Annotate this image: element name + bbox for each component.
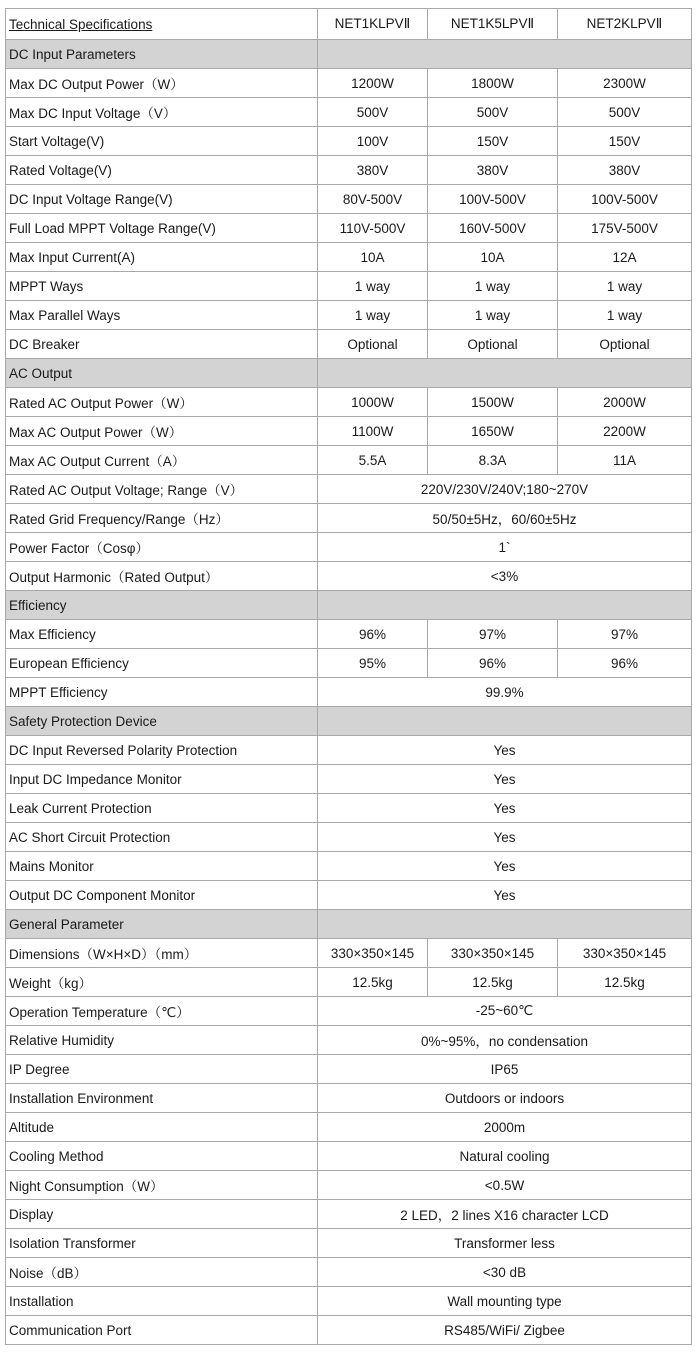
spec-row xyxy=(6,1026,692,1055)
spec-row xyxy=(6,504,692,533)
spec-value: 150V xyxy=(558,127,692,156)
spec-row xyxy=(6,852,692,881)
spec-row xyxy=(6,1316,692,1345)
spec-row xyxy=(6,1258,692,1287)
spec-value: 97% xyxy=(558,620,692,649)
spec-row xyxy=(6,881,692,910)
spec-row xyxy=(6,1113,692,1142)
spec-row xyxy=(6,968,692,997)
spec-value: 220V/230V/240V;180~270V xyxy=(318,475,692,504)
spec-value: 500V xyxy=(428,98,558,127)
spec-label: IP Degree xyxy=(6,1055,318,1084)
spec-value: Optional xyxy=(428,330,558,359)
spec-value: 50/50±5Hz，60/60±5Hz xyxy=(318,504,692,533)
spec-row xyxy=(6,156,692,185)
spec-label: Max AC Output Power（W） xyxy=(6,417,318,446)
spec-row xyxy=(6,69,692,98)
spec-value: 96% xyxy=(558,649,692,678)
spec-label: Output Harmonic（Rated Output） xyxy=(6,562,318,591)
spec-label: DC Breaker xyxy=(6,330,318,359)
spec-label: Installation xyxy=(6,1287,318,1316)
spec-value: -25~60℃ xyxy=(318,997,692,1026)
spec-value: Yes xyxy=(318,794,692,823)
spec-value: 380V xyxy=(318,156,428,185)
spec-value: 175V-500V xyxy=(558,214,692,243)
spec-row xyxy=(6,446,692,475)
spec-label: Max Efficiency xyxy=(6,620,318,649)
spec-label: European Efficiency xyxy=(6,649,318,678)
spec-value: RS485/WiFi/ Zigbee xyxy=(318,1316,692,1345)
spec-value: 2000m xyxy=(318,1113,692,1142)
spec-value: Transformer less xyxy=(318,1229,692,1258)
spec-label: Power Factor（Cosφ） xyxy=(6,533,318,562)
spec-value: 1 way xyxy=(428,272,558,301)
spec-value: Outdoors or indoors xyxy=(318,1084,692,1113)
spec-label: MPPT Efficiency xyxy=(6,678,318,707)
spec-label: Installation Environment xyxy=(6,1084,318,1113)
spec-value: Optional xyxy=(318,330,428,359)
spec-label: Operation Temperature（℃） xyxy=(6,997,318,1026)
spec-value: 1 way xyxy=(428,301,558,330)
spec-row xyxy=(6,330,692,359)
spec-label: Leak Current Protection xyxy=(6,794,318,823)
section-title: Safety Protection Device xyxy=(6,707,318,736)
spec-label: Output DC Component Monitor xyxy=(6,881,318,910)
spec-row xyxy=(6,272,692,301)
spec-row xyxy=(6,1084,692,1113)
spec-table-body xyxy=(6,9,692,1345)
spec-label: DC Input Reversed Polarity Protection xyxy=(6,736,318,765)
spec-row xyxy=(6,823,692,852)
spec-row xyxy=(6,562,692,591)
spec-value: 2000W xyxy=(558,388,692,417)
spec-value: IP65 xyxy=(318,1055,692,1084)
spec-value: 110V-500V xyxy=(318,214,428,243)
spec-value: 1100W xyxy=(318,417,428,446)
section-header-row xyxy=(6,591,692,620)
spec-label: Isolation Transformer xyxy=(6,1229,318,1258)
spec-value: 330×350×145 xyxy=(428,939,558,968)
spec-row xyxy=(6,1055,692,1084)
section-header-row xyxy=(6,910,692,939)
spec-value: 96% xyxy=(318,620,428,649)
spec-value: 8.3A xyxy=(428,446,558,475)
spec-row xyxy=(6,939,692,968)
spec-value: 10A xyxy=(428,243,558,272)
section-spacer xyxy=(318,40,692,69)
section-spacer xyxy=(318,591,692,620)
spec-value: <30 dB xyxy=(318,1258,692,1287)
model-header: NET2KLPVⅡ xyxy=(558,9,692,40)
spec-label: Max Input Current(A) xyxy=(6,243,318,272)
spec-row xyxy=(6,794,692,823)
spec-label: Max AC Output Current（A） xyxy=(6,446,318,475)
table-title-cell xyxy=(6,9,318,40)
spec-label: Dimensions（W×H×D）（mm） xyxy=(6,939,318,968)
spec-value: <0.5W xyxy=(318,1171,692,1200)
spec-row xyxy=(6,301,692,330)
spec-row xyxy=(6,98,692,127)
section-header-row xyxy=(6,40,692,69)
spec-label: Altitude xyxy=(6,1113,318,1142)
spec-row xyxy=(6,1287,692,1316)
spec-row xyxy=(6,620,692,649)
spec-row xyxy=(6,649,692,678)
spec-label: Display xyxy=(6,1200,318,1229)
spec-value: 100V-500V xyxy=(428,185,558,214)
spec-label: Start Voltage(V) xyxy=(6,127,318,156)
spec-value: 12.5kg xyxy=(428,968,558,997)
spec-value: 97% xyxy=(428,620,558,649)
spec-label: Relative Humidity xyxy=(6,1026,318,1055)
spec-value: 96% xyxy=(428,649,558,678)
spec-label: Communication Port xyxy=(6,1316,318,1345)
spec-row xyxy=(6,736,692,765)
section-spacer xyxy=(318,910,692,939)
section-spacer xyxy=(318,359,692,388)
section-header-row xyxy=(6,359,692,388)
spec-value: 2 LED，2 lines X16 character LCD xyxy=(318,1200,692,1229)
spec-label: AC Short Circuit Protection xyxy=(6,823,318,852)
spec-value: 150V xyxy=(428,127,558,156)
spec-row xyxy=(6,533,692,562)
spec-value: 5.5A xyxy=(318,446,428,475)
spec-value: <3% xyxy=(318,562,692,591)
spec-row xyxy=(6,243,692,272)
spec-value: 2200W xyxy=(558,417,692,446)
spec-value: 1 way xyxy=(558,301,692,330)
spec-label: Max DC Output Power（W） xyxy=(6,69,318,98)
section-spacer xyxy=(318,707,692,736)
spec-value: 11A xyxy=(558,446,692,475)
spec-value: 12.5kg xyxy=(558,968,692,997)
spec-value: 100V xyxy=(318,127,428,156)
spec-row xyxy=(6,127,692,156)
spec-value: 1` xyxy=(318,533,692,562)
section-header-row xyxy=(6,707,692,736)
spec-row xyxy=(6,1229,692,1258)
spec-value: 160V-500V xyxy=(428,214,558,243)
spec-value: 1 way xyxy=(558,272,692,301)
spec-value: Yes xyxy=(318,765,692,794)
spec-table xyxy=(5,8,692,1345)
model-header: NET1KLPVⅡ xyxy=(318,9,428,40)
spec-row xyxy=(6,1171,692,1200)
section-title: AC Output xyxy=(6,359,318,388)
spec-row xyxy=(6,678,692,707)
spec-row xyxy=(6,765,692,794)
spec-value: 380V xyxy=(428,156,558,185)
spec-value: Yes xyxy=(318,852,692,881)
spec-label: MPPT Ways xyxy=(6,272,318,301)
spec-label: DC Input Voltage Range(V) xyxy=(6,185,318,214)
spec-label: Mains Monitor xyxy=(6,852,318,881)
spec-row xyxy=(6,417,692,446)
spec-label: Full Load MPPT Voltage Range(V) xyxy=(6,214,318,243)
table-title: Technical Specifications xyxy=(9,16,153,32)
spec-value: 0%~95%，no condensation xyxy=(318,1026,692,1055)
spec-row xyxy=(6,475,692,504)
spec-label: Max Parallel Ways xyxy=(6,301,318,330)
spec-value: Optional xyxy=(558,330,692,359)
section-title: Efficiency xyxy=(6,591,318,620)
spec-value: 2300W xyxy=(558,69,692,98)
section-title: DC Input Parameters xyxy=(6,40,318,69)
spec-value: 1200W xyxy=(318,69,428,98)
spec-label: Input DC Impedance Monitor xyxy=(6,765,318,794)
spec-row xyxy=(6,1142,692,1171)
spec-label: Night Consumption（W） xyxy=(6,1171,318,1200)
spec-row xyxy=(6,997,692,1026)
spec-label: Rated AC Output Voltage; Range（V） xyxy=(6,475,318,504)
spec-value: 1800W xyxy=(428,69,558,98)
spec-value: 500V xyxy=(558,98,692,127)
spec-value: 1500W xyxy=(428,388,558,417)
spec-label: Noise（dB） xyxy=(6,1258,318,1287)
spec-row xyxy=(6,388,692,417)
spec-label: Rated Grid Frequency/Range（Hz） xyxy=(6,504,318,533)
spec-value: 1 way xyxy=(318,272,428,301)
spec-value: 1650W xyxy=(428,417,558,446)
spec-label: Weight（kg） xyxy=(6,968,318,997)
spec-label: Rated AC Output Power（W） xyxy=(6,388,318,417)
spec-label: Rated Voltage(V) xyxy=(6,156,318,185)
spec-value: 99.9% xyxy=(318,678,692,707)
spec-value: 330×350×145 xyxy=(558,939,692,968)
spec-value: 10A xyxy=(318,243,428,272)
spec-value: 12.5kg xyxy=(318,968,428,997)
spec-value: 12A xyxy=(558,243,692,272)
spec-value: 330×350×145 xyxy=(318,939,428,968)
section-title: General Parameter xyxy=(6,910,318,939)
spec-label: Max DC Input Voltage（V） xyxy=(6,98,318,127)
model-header: NET1K5LPVⅡ xyxy=(428,9,558,40)
spec-value: 500V xyxy=(318,98,428,127)
spec-value: Yes xyxy=(318,823,692,852)
spec-value: 100V-500V xyxy=(558,185,692,214)
header-row xyxy=(6,9,692,40)
spec-value: Natural cooling xyxy=(318,1142,692,1171)
spec-value: Yes xyxy=(318,736,692,765)
spec-value: 1000W xyxy=(318,388,428,417)
spec-value: 80V-500V xyxy=(318,185,428,214)
spec-row xyxy=(6,185,692,214)
spec-row xyxy=(6,1200,692,1229)
spec-value: Wall mounting type xyxy=(318,1287,692,1316)
spec-row xyxy=(6,214,692,243)
spec-value: 1 way xyxy=(318,301,428,330)
spec-value: Yes xyxy=(318,881,692,910)
spec-label: Cooling Method xyxy=(6,1142,318,1171)
spec-value: 95% xyxy=(318,649,428,678)
spec-value: 380V xyxy=(558,156,692,185)
